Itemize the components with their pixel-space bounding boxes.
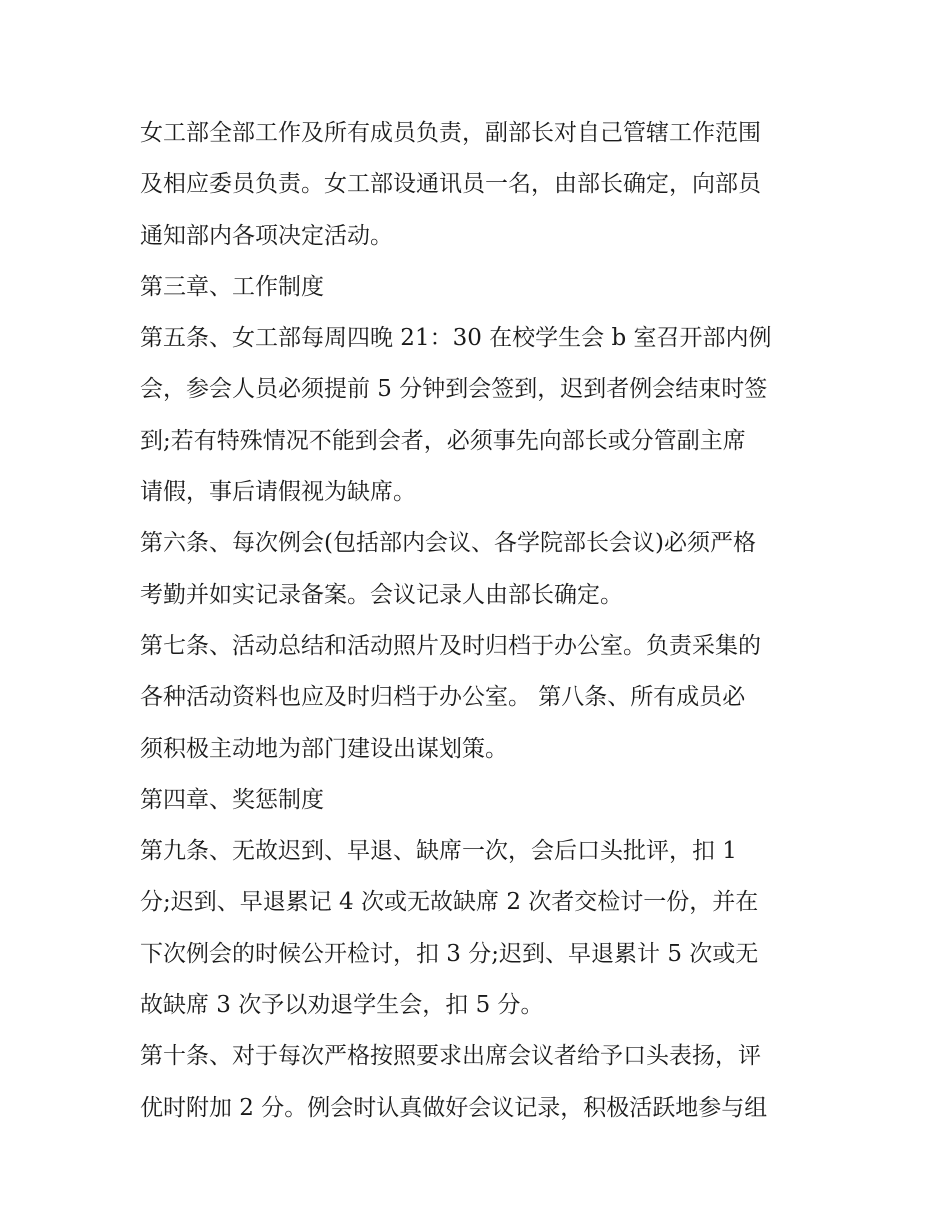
- chapter-heading: 第三章、工作制度: [140, 273, 324, 300]
- chapter-heading: 第四章、奖惩制度: [140, 786, 324, 813]
- text-line: 第十条、对于每次严格按照要求出席会议者给予口头表扬，评: [140, 1043, 761, 1070]
- text-line: 会，参会人员必须提前 5 分钟到会签到，迟到者例会结束时签: [140, 376, 768, 403]
- text-line: 分;迟到、早退累记 4 次或无故缺席 2 次者交检讨一份，并在: [140, 889, 759, 916]
- text-line: 故缺席 3 次予以劝退学生会，扣 5 分。: [140, 992, 544, 1019]
- document-body: [140, 108, 820, 1134]
- text-line: 第九条、无故迟到、早退、缺席一次，会后口头批评，扣 1: [140, 838, 737, 865]
- text-line: 下次例会的时候公开检讨，扣 3 分;迟到、早退累计 5 次或无: [140, 940, 759, 967]
- text-line: 须积极主动地为部门建设出谋划策。: [140, 735, 508, 762]
- text-line: 到;若有特殊情况不能到会者，必须事先向部长或分管副主席: [140, 427, 746, 454]
- text-line: 女工部全部工作及所有成员负责，副部长对自己管辖工作范围: [140, 120, 761, 146]
- text-line: 优时附加 2 分。例会时认真做好会议记录，积极活跃地参与组: [140, 1094, 768, 1121]
- text-line: 各种活动资料也应及时归档于办公室。 第八条、所有成员必: [140, 684, 746, 711]
- text-line: 考勤并如实记录备案。会议记录人由部长确定。: [140, 581, 623, 608]
- text-line: 第六条、每次例会(包括部内会议、各学院部长会议)必须严格: [140, 530, 756, 557]
- text-line: 及相应委员负责。女工部设通讯员一名，由部长确定，向部员: [140, 171, 761, 198]
- text-line: 第五条、女工部每周四晚 21：30 在校学生会 b 室召开部内例: [140, 325, 772, 352]
- text-line: 请假，事后请假视为缺席。: [140, 479, 416, 506]
- text-line: 第七条、活动总结和活动照片及时归档于办公室。负责采集的: [140, 632, 761, 659]
- text-line: 通知部内各项决定活动。: [140, 222, 393, 249]
